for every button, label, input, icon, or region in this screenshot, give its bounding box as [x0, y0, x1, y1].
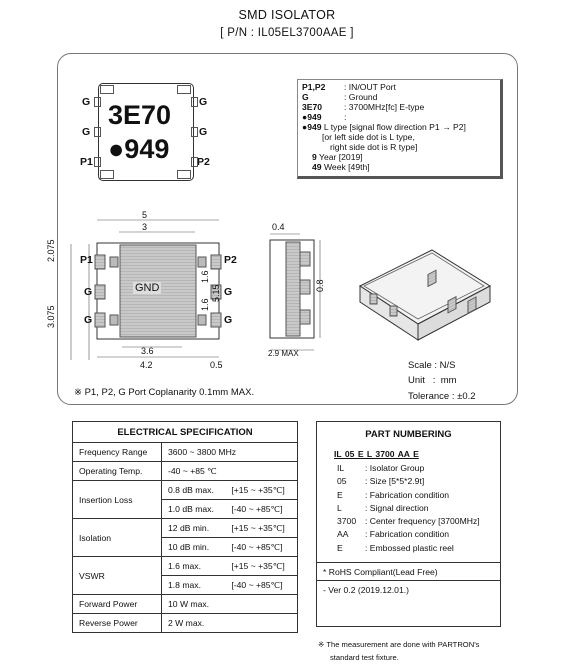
cond-cell: [-40 ~ +85℃] [225, 538, 297, 557]
bottom-pin-label: G [224, 314, 233, 326]
top-pin-label: G [82, 126, 91, 138]
top-view-pad [100, 170, 114, 179]
side-view-drawing [262, 222, 332, 362]
legend-row: G : Ground [302, 92, 378, 102]
isometric-view [350, 228, 500, 346]
side-pad-mark [191, 127, 198, 137]
value-cell: 1.6 max. [162, 557, 226, 576]
param-cell: Isolation [73, 519, 162, 557]
part-numbering-list [337, 463, 480, 556]
part-numbering-code: IL 05 E L 3700 AA E [334, 449, 419, 459]
top-view-pad [177, 170, 191, 179]
marking-line2: ●949 [108, 134, 170, 164]
footnote-line1: ※ The measurement are done with PARTRON's [318, 640, 480, 649]
list-item: AA : Fabrication condition [337, 529, 450, 540]
value-cell: 12 dB min. [162, 519, 226, 538]
param-cell: Forward Power [73, 595, 162, 614]
cond-cell: [+15 ~ +35℃] [225, 519, 297, 538]
value-cell: 2 W max. [162, 614, 298, 633]
top-pin-label: P1 [80, 156, 93, 168]
cond-cell: [-40 ~ +85℃] [225, 576, 297, 595]
bottom-pin-label: G [84, 314, 93, 326]
dim-05: 0.5 [210, 360, 223, 370]
top-view-pad [177, 85, 191, 94]
legend-row: P1,P2 : IN/OUT Port [302, 82, 396, 92]
rohs-divider [316, 562, 501, 563]
dim-3: 3 [142, 222, 148, 232]
top-view [98, 83, 194, 181]
marking-line1: 3E70 [108, 100, 172, 130]
dim-3075: 3.075 [46, 305, 56, 328]
top-pin-label: G [82, 96, 91, 108]
table-row [73, 557, 298, 576]
list-item: L : Signal direction [337, 502, 429, 513]
legend-row: 49 Week [49th] [312, 162, 370, 172]
side-pad-mark [94, 97, 101, 107]
dim-515: 5.15 [211, 284, 221, 302]
version-note: - Ver 0.2 (2019.12.01.) [323, 585, 409, 595]
table-row [73, 462, 298, 481]
top-pin-label: P2 [197, 156, 210, 168]
cond-cell: [+15 ~ +35℃] [225, 481, 297, 500]
cond-cell: [-40 ~ +85℃] [225, 500, 297, 519]
bottom-pin-label: G [224, 286, 233, 298]
table-row [73, 443, 298, 462]
list-item: 3700 : Center frequency [3700MHz] [337, 516, 480, 527]
dim-08: 0.8 [315, 279, 325, 292]
value-cell: -40 ~ +85 ℃ [162, 462, 298, 481]
value-cell: 10 dB min. [162, 538, 226, 557]
legend-row: ●949 : [302, 112, 347, 122]
bottom-pin-label: P2 [224, 254, 237, 266]
electrical-spec-table [72, 421, 298, 633]
version-divider [316, 580, 501, 581]
bottom-pin-label: G [84, 286, 93, 298]
part-number: [ P/N : IL05EL3700AAE ] [220, 27, 354, 39]
top-pin-label: G [199, 96, 208, 108]
list-item: E : Embossed plastic reel [337, 542, 454, 553]
list-item: IL : Isolator Group [337, 463, 425, 473]
legend-row: right side dot is R type] [330, 142, 418, 152]
list-item: 05 : Size [5*5*2.9t] [337, 476, 425, 487]
part-numbering-title: PART NUMBERING [365, 429, 452, 440]
param-cell: VSWR [73, 557, 162, 595]
bottom-pin-label: P1 [80, 254, 93, 266]
table-row [73, 614, 298, 633]
value-cell: 3600 ~ 3800 MHz [162, 443, 298, 462]
dim-16a: 1.6 [200, 270, 210, 283]
top-pin-label: G [199, 126, 208, 138]
param-cell: Reverse Power [73, 614, 162, 633]
side-pad-mark [191, 157, 198, 167]
unit-text: Unit : mm [408, 375, 457, 386]
list-item: E : Fabrication condition [337, 489, 450, 500]
param-cell: Operating Temp. [73, 462, 162, 481]
legend-row: 3E70 : 3700MHz[fc] E-type [302, 102, 425, 112]
param-cell: Insertion Loss [73, 481, 162, 519]
rohs-note: * RoHS Compliant(Lead Free) [323, 567, 438, 577]
dim-29max: 2.9 MAX [268, 349, 299, 358]
top-view-pad [100, 85, 114, 94]
side-pad-mark [191, 97, 198, 107]
value-cell: 1.8 max. [162, 576, 226, 595]
scale-text: Scale : N/S [408, 360, 456, 371]
dim-36: 3.6 [141, 346, 154, 356]
table-row [73, 519, 298, 538]
dim-42: 4.2 [140, 360, 153, 370]
dim-2075: 2.075 [46, 239, 56, 262]
value-cell: 0.8 dB max. [162, 481, 226, 500]
legend-row: 9 Year [2019] [312, 152, 363, 162]
gnd-label: GND [135, 282, 160, 294]
value-cell: 1.0 dB max. [162, 500, 226, 519]
side-pad-mark [94, 157, 101, 167]
dim-04: 0.4 [272, 222, 285, 232]
dim-16b: 1.6 [200, 298, 210, 311]
footnote-line2: standard test fixture. [330, 653, 399, 662]
cond-cell: [+15 ~ +35℃] [225, 557, 297, 576]
side-pad-mark [94, 127, 101, 137]
param-cell: Frequency Range [73, 443, 162, 462]
document-title: SMD ISOLATOR [238, 8, 336, 22]
table-row [73, 481, 298, 500]
value-cell: 10 W max. [162, 595, 298, 614]
legend-row: ●949 L type [signal flow direction P1 → P2] [302, 122, 466, 132]
legend-row: [or left side dot is L type, [322, 132, 415, 142]
dim-5: 5 [142, 210, 148, 220]
coplanarity-note: ※ P1, P2, G Port Coplanarity 0.1mm MAX. [74, 387, 255, 398]
tolerance-text: Tolerance : ±0.2 [408, 391, 476, 402]
electrical-spec-title: ELECTRICAL SPECIFICATION [73, 422, 298, 443]
marking-legend [297, 79, 503, 179]
table-row [73, 595, 298, 614]
